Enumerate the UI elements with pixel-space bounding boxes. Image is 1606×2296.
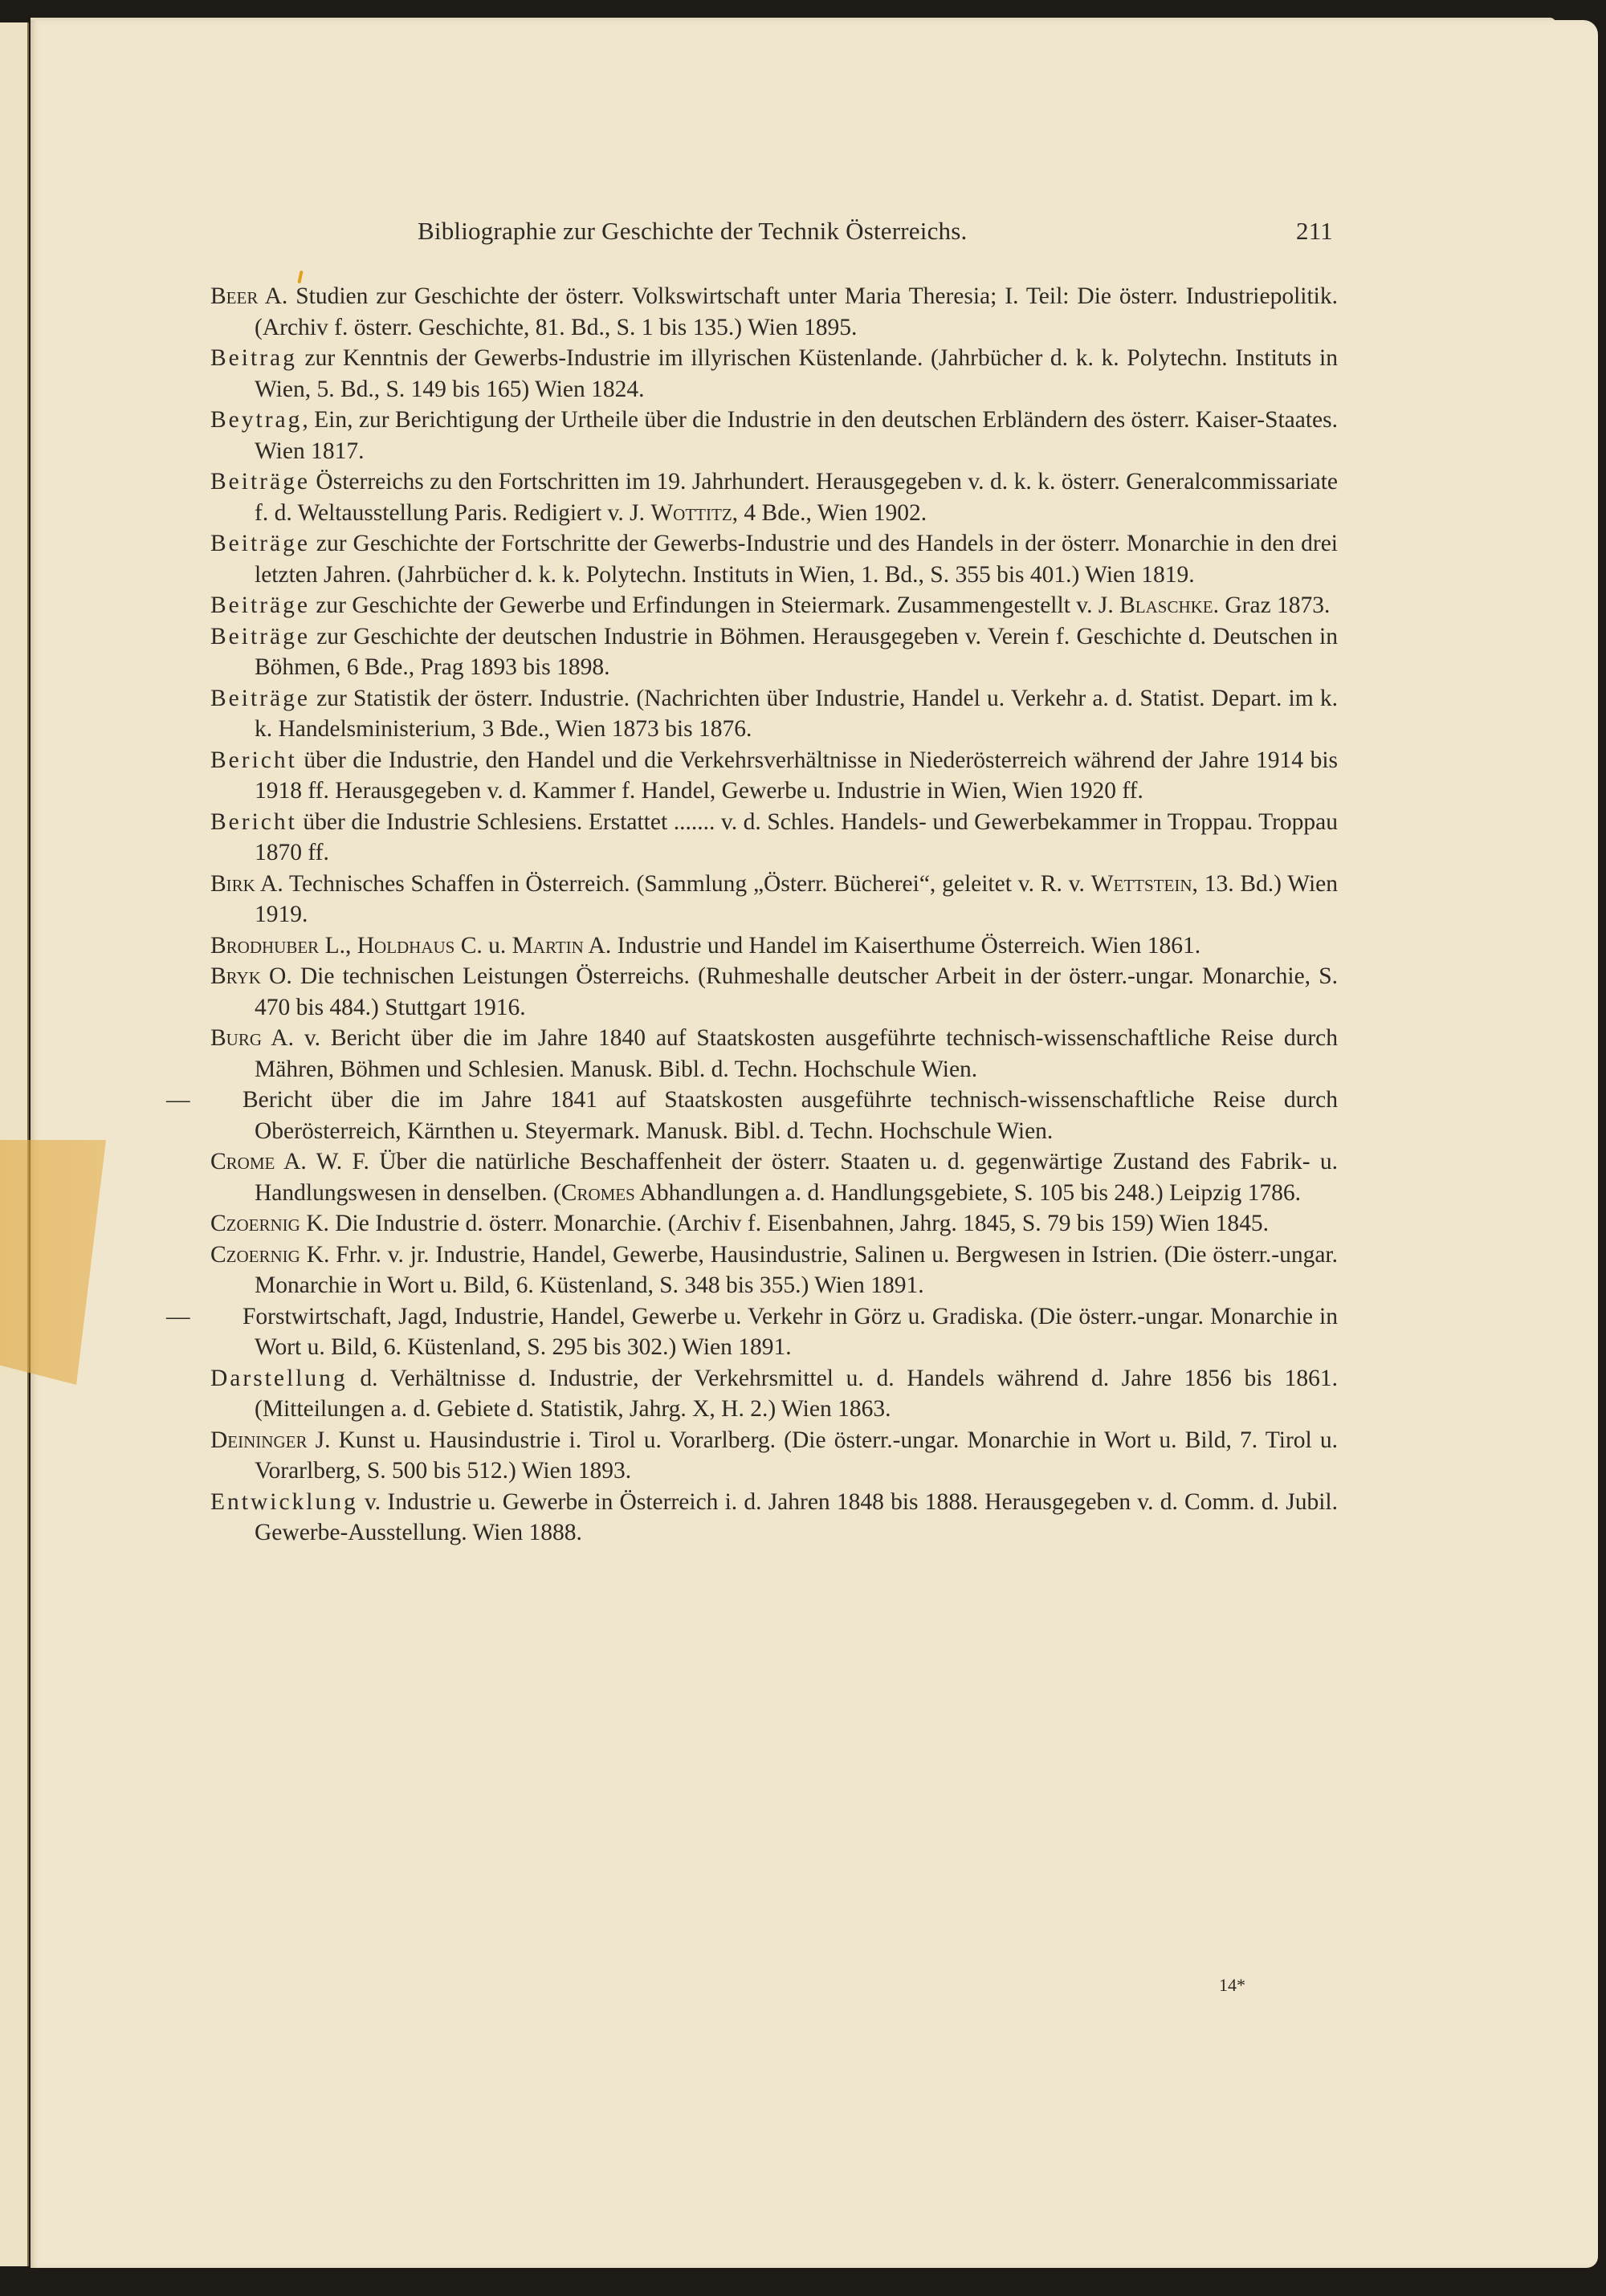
bibliography-entry: [210, 1240, 1338, 1301]
entry-keyword: Beiträge: [210, 531, 310, 556]
entry-text: A. W. F. Über die natürliche Beschaffenheit der österr. Staaten u. d. gegenwärtige Zustand des Fabrik- u. Handlungswesen in denselben. (: [255, 1149, 1338, 1206]
running-header: [418, 217, 1333, 246]
entry-text: O. Die technischen Leistungen Österreichs. (Ruhmeshalle deutscher Arbeit in der österr.-ungar. Monarchie, S. 470 bis 484.) Stuttgart 1916.: [255, 963, 1338, 1020]
entry-text: K. Die Industrie d. österr. Monarchie. (Archiv f. Eisenbahnen, Jahrg. 1845, S. 79 bis 159) Wien 1845.: [300, 1211, 1270, 1236]
entry-text: zur Geschichte der Gewerbe und Erfindungen in Steiermark. Zusammengestellt v. J.: [309, 592, 1120, 618]
entry-author: Crome: [210, 1149, 275, 1174]
ditto-dash: —: [166, 1303, 190, 1329]
entry-text: A. Studien zur Geschichte der österr. Volkswirtschaft unter Maria Theresia; I. Teil: Die österr. Industriepolitik. (Archiv f. österr. Geschichte, 81. Bd., S. 1 bis 135.) Wien 1895.: [255, 283, 1338, 340]
entry-name: Wettstein: [1090, 870, 1192, 897]
entry-text: . Graz 1873.: [1213, 592, 1331, 618]
entry-text: d. Verhältnisse d. Industrie, der Verkehrsmittel u. d. Handels während d. Jahre 1856 bis 1861. (Mitteilungen a. d. Gebiete d. Statistik, Jahrg. X, H. 2.) Wien 1863.: [255, 1365, 1338, 1422]
entry-text: zur Statistik der österr. Industrie. (Nachrichten über Industrie, Handel u. Verkehr a. d. Statist. Depart. im k. k. Handelsministerium, 3 Bde., Wien 1873 bis 1876.: [255, 685, 1338, 742]
ditto-dash: —: [166, 1087, 190, 1113]
entry-text: über die Industrie Schlesiens. Erstattet ....... v. d. Schles. Handels- und Gewerbekammer in Troppau. Troppau 1870 ff.: [255, 808, 1338, 865]
entry-text: v. Industrie u. Gewerbe in Österreich i. d. Jahren 1848 bis 1888. Herausgegeben v. d. Comm. d. Jubil. Gewerbe-Ausstellung. Wien 1888.: [255, 1488, 1338, 1545]
entry-text: , 13. Bd.) Wien 1919.: [255, 870, 1338, 927]
entry-keyword: Bericht: [210, 747, 297, 773]
bibliography-entry: [210, 869, 1338, 930]
entry-text: Abhandlungen a. d. Handlungsgebiete, S. 105 bis 248.) Leipzig 1786.: [634, 1179, 1301, 1206]
bibliography-entry: [210, 1146, 1338, 1208]
bibliography-entry: [210, 528, 1338, 590]
bibliography-list: [166, 281, 1339, 1549]
entry-coauthor: Holdhaus: [357, 932, 455, 959]
entry-author: Burg: [210, 1025, 263, 1051]
entry-author: Beer: [210, 283, 259, 309]
bibliography-entry: [210, 683, 1338, 745]
entry-keyword: Beiträge: [210, 592, 310, 618]
bibliography-entry: [210, 1425, 1338, 1487]
entry-keyword: Beiträge: [210, 469, 310, 495]
entry-text: , 4 Bde., Wien 1902.: [732, 499, 927, 526]
bibliography-entry: [210, 1363, 1338, 1425]
entry-keyword: Entwicklung: [210, 1488, 358, 1515]
entry-text: zur Geschichte der deutschen Industrie in Böhmen. Herausgegeben v. Verein f. Geschichte d. Deutschen in Böhmen, 6 Bde., Prag 1893 bis 1898.: [255, 623, 1338, 680]
bibliography-entry: [166, 1085, 1338, 1146]
entry-text: A. v. Bericht über die im Jahre 1840 auf Staatskosten ausgeführte technisch-wissenschaftliche Reise durch Mähren, Böhmen und Schlesien. Manusk. Bibl. d. Techn. Hochschule Wien.: [255, 1025, 1338, 1082]
bibliography-entry: [210, 1208, 1338, 1240]
bibliography-entry: [210, 745, 1338, 807]
entry-keyword: Beytrag: [210, 407, 303, 433]
entry-keyword: Darstellung: [210, 1365, 348, 1391]
entry-author: Birk: [210, 870, 255, 897]
bibliography-entry: [210, 621, 1338, 683]
entry-text: , Ein, zur Berichtigung der Urtheile über die Industrie in den deutschen Erbländern des österr. Kaiser-Staates. Wien 1817.: [255, 407, 1339, 464]
entry-author: Brodhuber: [210, 932, 320, 959]
entry-text: Forstwirtschaft, Jagd, Industrie, Handel, Gewerbe u. Verkehr in Görz u. Gradiska. (Die österr.-ungar. Monarchie in Wort u. Bild, 6. Küstenland, S. 295 bis 302.) Wien 1891.: [243, 1303, 1338, 1360]
bibliography-entry: [210, 281, 1338, 343]
bibliography-entry: [210, 343, 1338, 405]
entry-text: A. Technisches Schaffen in Österreich. (Sammlung „Österr. Bücherei“, geleitet v. R. v.: [255, 870, 1091, 897]
entry-name: Blaschke: [1119, 592, 1213, 618]
entry-text: Bericht über die im Jahre 1841 auf Staatskosten ausgeführte technisch-wissenschaftliche Reise durch Oberösterreich, Kärnthen u. Steyermark. Manusk. Bibl. d. Techn. Hochschule Wien.: [243, 1087, 1338, 1144]
entry-text: C. u.: [454, 932, 512, 959]
running-head-title: Bibliographie zur Geschichte der Technik Österreichs.: [418, 217, 968, 245]
entry-text: über die Industrie, den Handel und die Verkehrsverhältnisse in Niederösterreich während der Jahre 1914 bis 1918 ff. Herausgegeben v. d. Kammer f. Handel, Gewerbe u. Industrie in Wien, Wien 1920 ff.: [255, 747, 1338, 804]
bibliography-entry: [210, 1023, 1338, 1085]
bibliography-entry: [210, 807, 1338, 869]
entry-author: Bryk: [210, 963, 261, 989]
bibliography-entry: [210, 961, 1338, 1023]
entry-text: K. Frhr. v. jr. Industrie, Handel, Gewerbe, Hausindustrie, Salinen u. Bergwesen in Istrien. (Die österr.-ungar. Monarchie in Wort u. Bild, 6. Küstenland, S. 348 bis 355.) Wien 1891.: [255, 1241, 1338, 1298]
bibliography-entry: [210, 1487, 1338, 1549]
bibliography-entry: [210, 405, 1338, 466]
signature-mark: 14*: [1219, 1975, 1245, 1995]
entry-author: Czoernig: [210, 1211, 300, 1236]
entry-author: Czoernig: [210, 1241, 300, 1268]
entry-keyword: Beitrag: [210, 345, 297, 371]
entry-name: Cromes: [560, 1179, 635, 1206]
entry-text: Österreichs zu den Fortschritten im 19. Jahrhundert. Herausgegeben v. d. k. k. österr. Generalcommissariate f. d. Weltausstellung Paris. Redigiert v. J.: [255, 469, 1338, 526]
entry-text: A. Industrie und Handel im Kaiserthume Österreich. Wien 1861.: [583, 932, 1201, 959]
entry-keyword: Beiträge: [210, 685, 310, 711]
bibliography-entry: [166, 1301, 1338, 1363]
page-number: 211: [1296, 217, 1333, 245]
entry-text: zur Geschichte der Fortschritte der Gewerbs-Industrie und des Handels in der österr. Monarchie in den drei letzten Jahren. (Jahrbücher d. k. k. Polytechn. Instituts in Wien, 1. Bd., S. 355 bis 401.) Wien 1819.: [255, 531, 1338, 588]
entry-name: Martin: [512, 932, 584, 959]
bibliography-entry: [210, 930, 1338, 962]
bibliography-entry: [210, 590, 1338, 621]
entry-text: L.,: [319, 932, 357, 959]
entry-keyword: Beiträge: [210, 623, 310, 649]
entry-text: J. Kunst u. Hausindustrie i. Tirol u. Vorarlberg. (Die österr.-ungar. Monarchie in Wort u. Bild, 7. Tirol u. Vorarlberg, S. 500 bis 512.) Wien 1893.: [255, 1427, 1338, 1484]
entry-name: Wottitz: [650, 499, 732, 526]
entry-keyword: Bericht: [210, 808, 297, 835]
entry-author: Deininger: [210, 1427, 308, 1453]
entry-text: zur Kenntnis der Gewerbs-Industrie im illyrischen Küstenlande. (Jahrbücher d. k. k. Polytechn. Instituts in Wien, 5. Bd., S. 149 bis 165) Wien 1824.: [255, 345, 1338, 402]
bibliography-entry: [210, 466, 1338, 528]
